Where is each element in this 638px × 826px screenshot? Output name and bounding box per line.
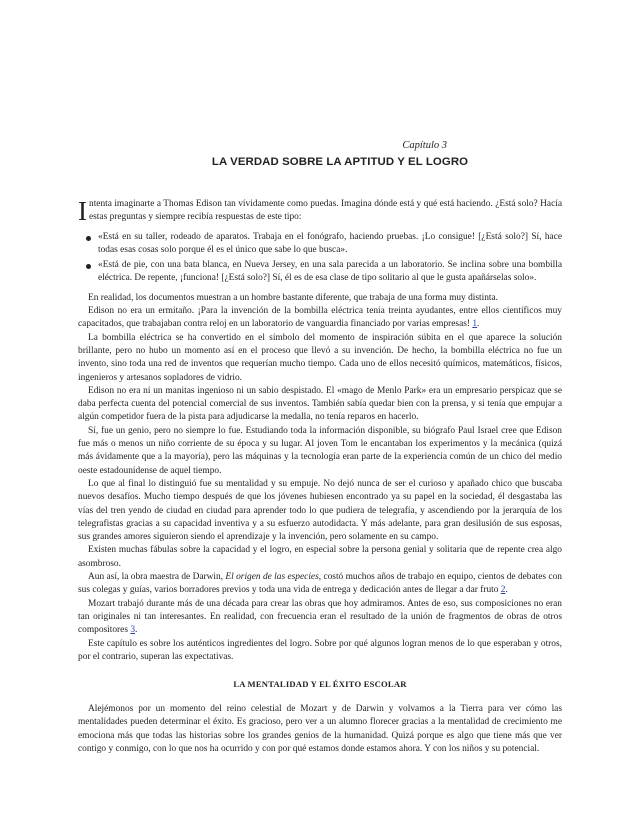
bullet-icon: [86, 236, 91, 241]
footnote-link[interactable]: 2: [500, 585, 506, 596]
book-title: El origen de las especies: [225, 572, 319, 583]
paragraph: Este capítulo es sobre los auténticos ingredientes del logro. Sobre por qué algunos logran menos de lo que esperaban y otros, por el contrario, superan las expectativas.: [78, 638, 562, 662]
list-item: «Está en su taller, rodeado de aparatos. Trabaja en el fonógrafo, haciendo pruebas. ¡Lo consigue! [¿Está solo?] Sí, hace todas esas cosas solo porque él es el único que sabe lo que busca».: [86, 231, 562, 258]
intro-text: ntenta imaginarte a Thomas Edison tan vívidamente como puedas. Imagina dónde está y qué está haciendo. ¿Está solo? Hacía estas preguntas y siempre recibía respuestas de este tipo:: [89, 199, 562, 223]
footnote-link[interactable]: 3: [130, 625, 136, 636]
quote-list: [78, 231, 562, 286]
paragraph: Edison no era un ermitaño. ¡Para la invención de la bombilla eléctrica tenía treinta ayudantes, entre ellos científicos muy capacitados, que trabajaban contra reloj en un laboratorio de vanguardia financiado por varias empresas! 1.: [78, 306, 562, 330]
chapter-label: Capítulo 3: [402, 140, 447, 151]
book-page: [78, 138, 562, 756]
paragraph: Alejémonos por un momento del reino celestial de Mozart y de Darwin y volvamos a la Tierra para ver cómo las mentalidades pueden determinar el éxito. Es gracioso, pero ver a un alumno florecer gracias a la mentalidad de crecimiento me emociona más que todas las historias sobre los grandes genios de la humanidad. Quizá porque es algo que tiene más que ver contigo y conmigo, con lo que nos ha ocurrido y con por qué estamos donde estamos ahora. Y con los niños y su potencial.: [78, 704, 562, 754]
paragraph: En realidad, los documentos muestran a un hombre bastante diferente, que trabaja de una forma muy distinta.: [88, 292, 499, 303]
paragraph: Existen muchas fábulas sobre la capacidad y el logro, en especial sobre la persona genial y solitaria que de repente crea algo asombroso.: [78, 545, 562, 569]
drop-cap: I: [78, 196, 87, 226]
paragraph: Edison no era ni un manitas ingenioso ni un sabio despistado. El «mago de Menlo Park» era un empresario perspicaz que se daba perfecta cuenta del potencial comercial de sus inventos. También sabía quedar bien con la prensa, y si tenía que empujar a algún competidor fuera de la pista para adjudicarse la medalla, no tenía reparos en hacerlo.: [78, 385, 562, 423]
paragraph: Mozart trabajó durante más de una década para crear las obras que hoy admiramos. Antes de eso, sus composiciones no eran tan originales ni tan interesantes. En realidad, con frecuencia eran el resultado de la unión de fragmentos de obras de otros compositores 3.: [78, 598, 562, 636]
paragraph: Aun así, la obra maestra de Darwin, El origen de las especies, costó muchos años de trabajo en equipo, cientos de debates con sus colegas y guías, varios borradores previos y toda una vida de entrega y dedicación antes de llegar a dar fruto 2.: [78, 572, 562, 596]
paragraph: La bombilla eléctrica se ha convertido en el símbolo del momento de inspiración súbita en el que aparece la solución brillante, pero no hubo un momento así en el proceso que llevó a su invención. De hecho, la bombilla eléctrica no fue un invento, sino toda una red de inventos que requerían mucho tiempo. Cada uno de ellos necesitó químicos, matemáticos, físicos, ingenieros y artesanos sopladores de vidrio.: [78, 332, 562, 383]
bullet-icon: [86, 264, 91, 269]
list-item: «Está de pie, con una bata blanca, en Nueva Jersey, en una sala parecida a un laboratorio. Se inclina sobre una bombilla eléctrica. De repente, ¡funciona! [¿Está solo?] Sí, él es de esa clase de tipo solitario al que le gusta apañárselas solo».: [86, 259, 562, 286]
chapter-title: LA VERDAD SOBRE LA APTITUD Y EL LOGRO: [211, 156, 469, 168]
section-heading: LA MENTALIDAD Y EL ÉXITO ESCOLAR: [233, 679, 407, 690]
intro-paragraph: [78, 198, 562, 225]
footnote-link[interactable]: 1: [472, 319, 478, 330]
paragraph: Lo que al final lo distinguió fue su mentalidad y su empuje. No dejó nunca de ser el curioso y apañado chico que buscaba nuevos desafíos. Mucho tiempo después de que los jóvenes hubiesen encontrado ya su papel en la sociedad, él desgastaba las vías del tren yendo de ciudad en ciudad para aprender todo lo que pudiera de telegrafía, y ascendiendo por la jerarquía de los telegrafistas gracias a su capacidad inventiva y a su esfuerzo autodidacta. Y más adelante, para gran desilusión de sus esposas, sus grandes amores siguieron siendo el aprendizaje y la invención, pero solamente en su campo.: [78, 478, 562, 543]
paragraph: Sí, fue un genio, pero no siempre lo fue. Estudiando toda la información disponible, su biógrafo Paul Israel cree que Edison fue más o menos un niño corriente de su época y su lugar. Al joven Tom le encantaban los experimentos y la mecánica (quizá más ávidamente que a la mayoría), pero las máquinas y la tecnología eran parte de la experiencia común de un chico del medio oeste estadounidense de aquel tiempo.: [78, 425, 562, 476]
